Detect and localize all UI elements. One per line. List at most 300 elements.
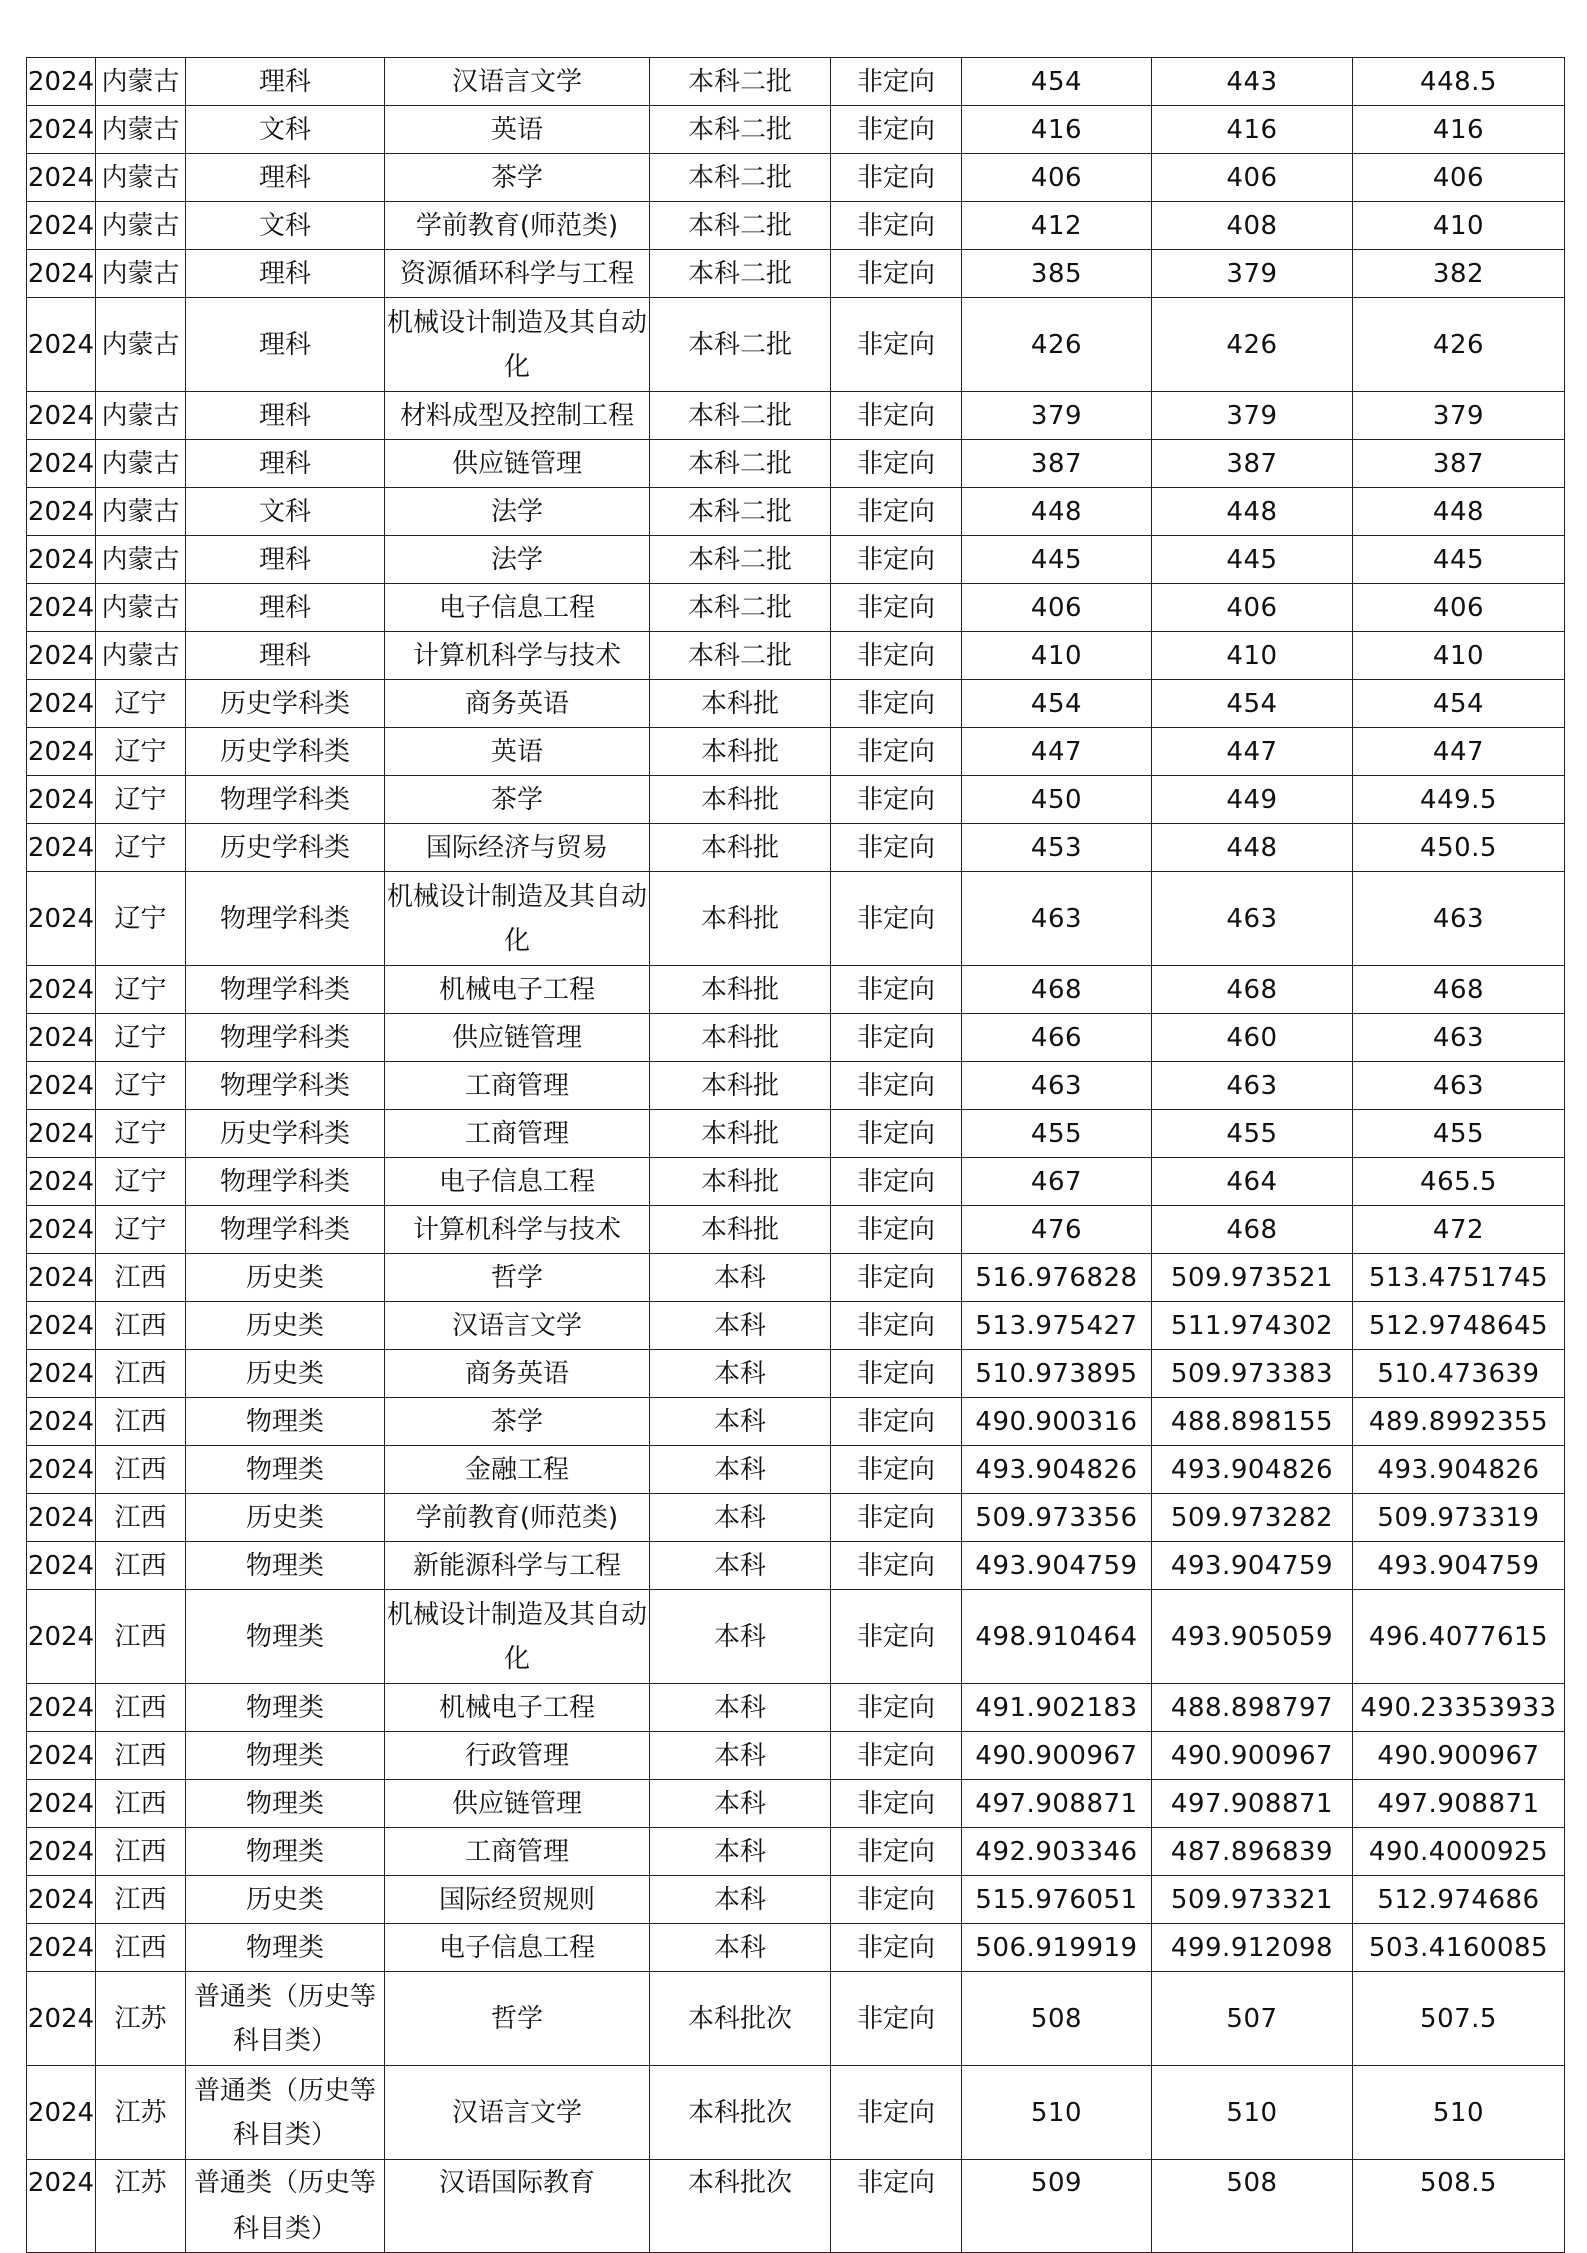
subject-category-cell: 历史类	[186, 1254, 385, 1302]
batch-cell: 本科	[650, 1590, 831, 1684]
batch-cell: 本科	[650, 1924, 831, 1972]
min-score-cell: 508	[1152, 2160, 1353, 2253]
subject-category-cell: 文科	[186, 488, 385, 536]
table-row	[27, 1542, 1565, 1590]
subject-category-cell: 历史学科类	[186, 1110, 385, 1158]
avg-score-cell: 507.5	[1353, 1972, 1565, 2066]
subject-category-cell: 理科	[186, 298, 385, 392]
province-cell: 辽宁	[96, 680, 186, 728]
batch-cell: 本科二批	[650, 202, 831, 250]
enrollment-type-cell: 非定向	[831, 2066, 962, 2160]
min-score-cell: 493.904826	[1152, 1446, 1353, 1494]
table-row	[27, 1684, 1565, 1732]
year-cell: 2024	[27, 2066, 96, 2160]
batch-cell: 本科	[650, 1542, 831, 1590]
enrollment-type-cell: 非定向	[831, 58, 962, 106]
subject-category-cell: 物理学科类	[186, 1158, 385, 1206]
avg-score-cell: 455	[1353, 1110, 1565, 1158]
subject-category-cell: 理科	[186, 632, 385, 680]
year-cell: 2024	[27, 1542, 96, 1590]
year-cell: 2024	[27, 202, 96, 250]
year-cell: 2024	[27, 536, 96, 584]
enrollment-type-cell: 非定向	[831, 632, 962, 680]
enrollment-type-cell: 非定向	[831, 872, 962, 966]
admission-scores-table	[26, 57, 1565, 2253]
max-score-cell: 490.900316	[962, 1398, 1152, 1446]
min-score-cell: 387	[1152, 440, 1353, 488]
year-cell: 2024	[27, 1972, 96, 2066]
year-cell: 2024	[27, 250, 96, 298]
min-score-cell: 449	[1152, 776, 1353, 824]
max-score-cell: 506.919919	[962, 1924, 1152, 1972]
table-row	[27, 1780, 1565, 1828]
max-score-cell: 416	[962, 106, 1152, 154]
province-cell: 内蒙古	[96, 584, 186, 632]
subject-category-cell: 理科	[186, 154, 385, 202]
year-cell: 2024	[27, 1014, 96, 1062]
major-cell: 工商管理	[385, 1110, 650, 1158]
avg-score-cell: 472	[1353, 1206, 1565, 1254]
table-row	[27, 1398, 1565, 1446]
max-score-cell: 491.902183	[962, 1684, 1152, 1732]
min-score-cell: 488.898797	[1152, 1684, 1353, 1732]
province-cell: 辽宁	[96, 1206, 186, 1254]
batch-cell: 本科批	[650, 966, 831, 1014]
major-cell: 电子信息工程	[385, 1924, 650, 1972]
avg-score-cell: 513.4751745	[1353, 1254, 1565, 1302]
table-row	[27, 1350, 1565, 1398]
subject-category-cell: 理科	[186, 584, 385, 632]
avg-score-cell: 416	[1353, 106, 1565, 154]
year-cell: 2024	[27, 1446, 96, 1494]
enrollment-type-cell: 非定向	[831, 392, 962, 440]
table-row	[27, 1494, 1565, 1542]
table-row	[27, 1254, 1565, 1302]
batch-cell: 本科二批	[650, 536, 831, 584]
major-cell: 学前教育(师范类)	[385, 1494, 650, 1542]
province-cell: 内蒙古	[96, 106, 186, 154]
min-score-cell: 416	[1152, 106, 1353, 154]
subject-category-cell: 普通类（历史等科目类）	[186, 2160, 385, 2253]
province-cell: 江西	[96, 1590, 186, 1684]
subject-category-cell: 文科	[186, 106, 385, 154]
enrollment-type-cell: 非定向	[831, 1398, 962, 1446]
max-score-cell: 453	[962, 824, 1152, 872]
subject-category-cell: 物理学科类	[186, 872, 385, 966]
enrollment-type-cell: 非定向	[831, 1206, 962, 1254]
max-score-cell: 463	[962, 1062, 1152, 1110]
province-cell: 江西	[96, 1828, 186, 1876]
major-cell: 电子信息工程	[385, 584, 650, 632]
batch-cell: 本科批	[650, 776, 831, 824]
min-score-cell: 497.908871	[1152, 1780, 1353, 1828]
min-score-cell: 426	[1152, 298, 1353, 392]
batch-cell: 本科二批	[650, 584, 831, 632]
subject-category-cell: 物理类	[186, 1732, 385, 1780]
province-cell: 江西	[96, 1876, 186, 1924]
min-score-cell: 455	[1152, 1110, 1353, 1158]
enrollment-type-cell: 非定向	[831, 1590, 962, 1684]
year-cell: 2024	[27, 1062, 96, 1110]
batch-cell: 本科二批	[650, 58, 831, 106]
enrollment-type-cell: 非定向	[831, 536, 962, 584]
major-cell: 商务英语	[385, 1350, 650, 1398]
major-cell: 机械电子工程	[385, 966, 650, 1014]
major-cell: 英语	[385, 728, 650, 776]
province-cell: 内蒙古	[96, 632, 186, 680]
min-score-cell: 406	[1152, 154, 1353, 202]
enrollment-type-cell: 非定向	[831, 1684, 962, 1732]
province-cell: 辽宁	[96, 1158, 186, 1206]
table-row	[27, 1302, 1565, 1350]
batch-cell: 本科	[650, 1254, 831, 1302]
max-score-cell: 493.904759	[962, 1542, 1152, 1590]
batch-cell: 本科批	[650, 1110, 831, 1158]
major-cell: 法学	[385, 536, 650, 584]
avg-score-cell: 426	[1353, 298, 1565, 392]
batch-cell: 本科	[650, 1876, 831, 1924]
province-cell: 内蒙古	[96, 58, 186, 106]
subject-category-cell: 物理学科类	[186, 776, 385, 824]
province-cell: 江西	[96, 1780, 186, 1828]
province-cell: 江西	[96, 1446, 186, 1494]
enrollment-type-cell: 非定向	[831, 106, 962, 154]
subject-category-cell: 物理学科类	[186, 1062, 385, 1110]
min-score-cell: 509.973321	[1152, 1876, 1353, 1924]
year-cell: 2024	[27, 1350, 96, 1398]
table-row	[27, 728, 1565, 776]
batch-cell: 本科二批	[650, 250, 831, 298]
year-cell: 2024	[27, 632, 96, 680]
table-row	[27, 632, 1565, 680]
min-score-cell: 509.973383	[1152, 1350, 1353, 1398]
min-score-cell: 445	[1152, 536, 1353, 584]
major-cell: 行政管理	[385, 1732, 650, 1780]
table-row	[27, 1732, 1565, 1780]
batch-cell: 本科二批	[650, 106, 831, 154]
max-score-cell: 385	[962, 250, 1152, 298]
table-row	[27, 488, 1565, 536]
table-row	[27, 202, 1565, 250]
enrollment-type-cell: 非定向	[831, 2160, 962, 2253]
year-cell: 2024	[27, 2160, 96, 2253]
avg-score-cell: 463	[1353, 1014, 1565, 1062]
province-cell: 江西	[96, 1302, 186, 1350]
batch-cell: 本科批	[650, 1062, 831, 1110]
max-score-cell: 476	[962, 1206, 1152, 1254]
year-cell: 2024	[27, 106, 96, 154]
enrollment-type-cell: 非定向	[831, 1446, 962, 1494]
avg-score-cell: 490.900967	[1353, 1732, 1565, 1780]
year-cell: 2024	[27, 392, 96, 440]
max-score-cell: 467	[962, 1158, 1152, 1206]
subject-category-cell: 物理类	[186, 1398, 385, 1446]
batch-cell: 本科批	[650, 1206, 831, 1254]
table-row	[27, 1158, 1565, 1206]
batch-cell: 本科	[650, 1684, 831, 1732]
max-score-cell: 492.903346	[962, 1828, 1152, 1876]
avg-score-cell: 463	[1353, 872, 1565, 966]
subject-category-cell: 物理类	[186, 1924, 385, 1972]
enrollment-type-cell: 非定向	[831, 202, 962, 250]
province-cell: 辽宁	[96, 824, 186, 872]
max-score-cell: 448	[962, 488, 1152, 536]
year-cell: 2024	[27, 440, 96, 488]
avg-score-cell: 490.23353933	[1353, 1684, 1565, 1732]
year-cell: 2024	[27, 680, 96, 728]
subject-category-cell: 物理类	[186, 1590, 385, 1684]
avg-score-cell: 496.4077615	[1353, 1590, 1565, 1684]
year-cell: 2024	[27, 488, 96, 536]
batch-cell: 本科批	[650, 824, 831, 872]
year-cell: 2024	[27, 966, 96, 1014]
major-cell: 新能源科学与工程	[385, 1542, 650, 1590]
year-cell: 2024	[27, 1494, 96, 1542]
major-cell: 法学	[385, 488, 650, 536]
year-cell: 2024	[27, 1828, 96, 1876]
year-cell: 2024	[27, 1206, 96, 1254]
avg-score-cell: 465.5	[1353, 1158, 1565, 1206]
major-cell: 机械设计制造及其自动化	[385, 1590, 650, 1684]
table-row	[27, 2160, 1565, 2253]
table-row	[27, 1828, 1565, 1876]
table-row	[27, 58, 1565, 106]
min-score-cell: 379	[1152, 250, 1353, 298]
enrollment-type-cell: 非定向	[831, 1254, 962, 1302]
province-cell: 辽宁	[96, 872, 186, 966]
year-cell: 2024	[27, 1590, 96, 1684]
avg-score-cell: 445	[1353, 536, 1565, 584]
batch-cell: 本科批	[650, 1158, 831, 1206]
year-cell: 2024	[27, 1302, 96, 1350]
province-cell: 江苏	[96, 1972, 186, 2066]
min-score-cell: 443	[1152, 58, 1353, 106]
min-score-cell: 493.904759	[1152, 1542, 1353, 1590]
max-score-cell: 455	[962, 1110, 1152, 1158]
batch-cell: 本科批	[650, 1014, 831, 1062]
province-cell: 辽宁	[96, 1110, 186, 1158]
batch-cell: 本科	[650, 1828, 831, 1876]
max-score-cell: 490.900967	[962, 1732, 1152, 1780]
avg-score-cell: 489.8992355	[1353, 1398, 1565, 1446]
year-cell: 2024	[27, 824, 96, 872]
subject-category-cell: 物理学科类	[186, 1014, 385, 1062]
avg-score-cell: 406	[1353, 154, 1565, 202]
table-row	[27, 106, 1565, 154]
subject-category-cell: 理科	[186, 58, 385, 106]
province-cell: 江苏	[96, 2160, 186, 2253]
year-cell: 2024	[27, 1924, 96, 1972]
enrollment-type-cell: 非定向	[831, 1302, 962, 1350]
major-cell: 机械设计制造及其自动化	[385, 872, 650, 966]
min-score-cell: 509.973521	[1152, 1254, 1353, 1302]
table-row	[27, 1446, 1565, 1494]
max-score-cell: 510.973895	[962, 1350, 1152, 1398]
year-cell: 2024	[27, 298, 96, 392]
subject-category-cell: 历史类	[186, 1876, 385, 1924]
batch-cell: 本科批次	[650, 1972, 831, 2066]
subject-category-cell: 历史类	[186, 1302, 385, 1350]
major-cell: 金融工程	[385, 1446, 650, 1494]
enrollment-type-cell: 非定向	[831, 1158, 962, 1206]
year-cell: 2024	[27, 1780, 96, 1828]
max-score-cell: 426	[962, 298, 1152, 392]
max-score-cell: 509	[962, 2160, 1152, 2253]
enrollment-type-cell: 非定向	[831, 1732, 962, 1780]
avg-score-cell: 512.974686	[1353, 1876, 1565, 1924]
min-score-cell: 509.973282	[1152, 1494, 1353, 1542]
province-cell: 内蒙古	[96, 440, 186, 488]
avg-score-cell: 410	[1353, 632, 1565, 680]
max-score-cell: 493.904826	[962, 1446, 1152, 1494]
major-cell: 汉语言文学	[385, 1302, 650, 1350]
batch-cell: 本科	[650, 1732, 831, 1780]
major-cell: 计算机科学与技术	[385, 632, 650, 680]
enrollment-type-cell: 非定向	[831, 824, 962, 872]
batch-cell: 本科二批	[650, 440, 831, 488]
major-cell: 供应链管理	[385, 1014, 650, 1062]
major-cell: 茶学	[385, 776, 650, 824]
max-score-cell: 406	[962, 584, 1152, 632]
max-score-cell: 454	[962, 680, 1152, 728]
enrollment-type-cell: 非定向	[831, 1876, 962, 1924]
min-score-cell: 499.912098	[1152, 1924, 1353, 1972]
major-cell: 工商管理	[385, 1062, 650, 1110]
avg-score-cell: 454	[1353, 680, 1565, 728]
enrollment-type-cell: 非定向	[831, 440, 962, 488]
major-cell: 茶学	[385, 154, 650, 202]
max-score-cell: 410	[962, 632, 1152, 680]
province-cell: 江西	[96, 1924, 186, 1972]
enrollment-type-cell: 非定向	[831, 1062, 962, 1110]
subject-category-cell: 历史学科类	[186, 824, 385, 872]
province-cell: 江西	[96, 1494, 186, 1542]
major-cell: 机械电子工程	[385, 1684, 650, 1732]
major-cell: 汉语国际教育	[385, 2160, 650, 2253]
min-score-cell: 454	[1152, 680, 1353, 728]
enrollment-type-cell: 非定向	[831, 1014, 962, 1062]
major-cell: 供应链管理	[385, 1780, 650, 1828]
enrollment-type-cell: 非定向	[831, 154, 962, 202]
subject-category-cell: 物理类	[186, 1542, 385, 1590]
table-row	[27, 392, 1565, 440]
year-cell: 2024	[27, 1110, 96, 1158]
subject-category-cell: 普通类（历史等科目类）	[186, 1972, 385, 2066]
max-score-cell: 412	[962, 202, 1152, 250]
min-score-cell: 408	[1152, 202, 1353, 250]
table-row	[27, 1206, 1565, 1254]
min-score-cell: 490.900967	[1152, 1732, 1353, 1780]
table-row	[27, 250, 1565, 298]
avg-score-cell: 468	[1353, 966, 1565, 1014]
year-cell: 2024	[27, 154, 96, 202]
enrollment-type-cell: 非定向	[831, 1972, 962, 2066]
table-row	[27, 440, 1565, 488]
province-cell: 江苏	[96, 2066, 186, 2160]
enrollment-type-cell: 非定向	[831, 1110, 962, 1158]
max-score-cell: 466	[962, 1014, 1152, 1062]
avg-score-cell: 493.904826	[1353, 1446, 1565, 1494]
min-score-cell: 511.974302	[1152, 1302, 1353, 1350]
min-score-cell: 448	[1152, 824, 1353, 872]
major-cell: 资源循环科学与工程	[385, 250, 650, 298]
major-cell: 电子信息工程	[385, 1158, 650, 1206]
table-row	[27, 536, 1565, 584]
enrollment-type-cell: 非定向	[831, 776, 962, 824]
province-cell: 内蒙古	[96, 298, 186, 392]
major-cell: 供应链管理	[385, 440, 650, 488]
min-score-cell: 463	[1152, 1062, 1353, 1110]
min-score-cell: 493.905059	[1152, 1590, 1353, 1684]
table-row	[27, 966, 1565, 1014]
max-score-cell: 450	[962, 776, 1152, 824]
max-score-cell: 515.976051	[962, 1876, 1152, 1924]
year-cell: 2024	[27, 776, 96, 824]
max-score-cell: 510	[962, 2066, 1152, 2160]
province-cell: 内蒙古	[96, 154, 186, 202]
avg-score-cell: 508.5	[1353, 2160, 1565, 2253]
min-score-cell: 464	[1152, 1158, 1353, 1206]
enrollment-type-cell: 非定向	[831, 1780, 962, 1828]
avg-score-cell: 382	[1353, 250, 1565, 298]
min-score-cell: 488.898155	[1152, 1398, 1353, 1446]
subject-category-cell: 理科	[186, 536, 385, 584]
max-score-cell: 468	[962, 966, 1152, 1014]
subject-category-cell: 物理学科类	[186, 966, 385, 1014]
subject-category-cell: 物理类	[186, 1828, 385, 1876]
enrollment-type-cell: 非定向	[831, 584, 962, 632]
max-score-cell: 387	[962, 440, 1152, 488]
min-score-cell: 468	[1152, 966, 1353, 1014]
year-cell: 2024	[27, 1398, 96, 1446]
avg-score-cell: 503.4160085	[1353, 1924, 1565, 1972]
avg-score-cell: 410	[1353, 202, 1565, 250]
table-row	[27, 1590, 1565, 1684]
min-score-cell: 463	[1152, 872, 1353, 966]
max-score-cell: 447	[962, 728, 1152, 776]
batch-cell: 本科二批	[650, 392, 831, 440]
year-cell: 2024	[27, 1876, 96, 1924]
min-score-cell: 487.896839	[1152, 1828, 1353, 1876]
subject-category-cell: 历史学科类	[186, 680, 385, 728]
min-score-cell: 468	[1152, 1206, 1353, 1254]
province-cell: 江西	[96, 1542, 186, 1590]
province-cell: 内蒙古	[96, 392, 186, 440]
major-cell: 机械设计制造及其自动化	[385, 298, 650, 392]
year-cell: 2024	[27, 872, 96, 966]
min-score-cell: 406	[1152, 584, 1353, 632]
batch-cell: 本科	[650, 1446, 831, 1494]
year-cell: 2024	[27, 728, 96, 776]
enrollment-type-cell: 非定向	[831, 488, 962, 536]
province-cell: 江西	[96, 1398, 186, 1446]
province-cell: 内蒙古	[96, 202, 186, 250]
province-cell: 江西	[96, 1350, 186, 1398]
table-row	[27, 872, 1565, 966]
batch-cell: 本科批	[650, 728, 831, 776]
major-cell: 哲学	[385, 1972, 650, 2066]
avg-score-cell: 509.973319	[1353, 1494, 1565, 1542]
max-score-cell: 497.908871	[962, 1780, 1152, 1828]
batch-cell: 本科	[650, 1350, 831, 1398]
table-row	[27, 824, 1565, 872]
enrollment-type-cell: 非定向	[831, 1494, 962, 1542]
subject-category-cell: 历史学科类	[186, 728, 385, 776]
major-cell: 商务英语	[385, 680, 650, 728]
table-row	[27, 584, 1565, 632]
table-row	[27, 776, 1565, 824]
batch-cell: 本科二批	[650, 154, 831, 202]
